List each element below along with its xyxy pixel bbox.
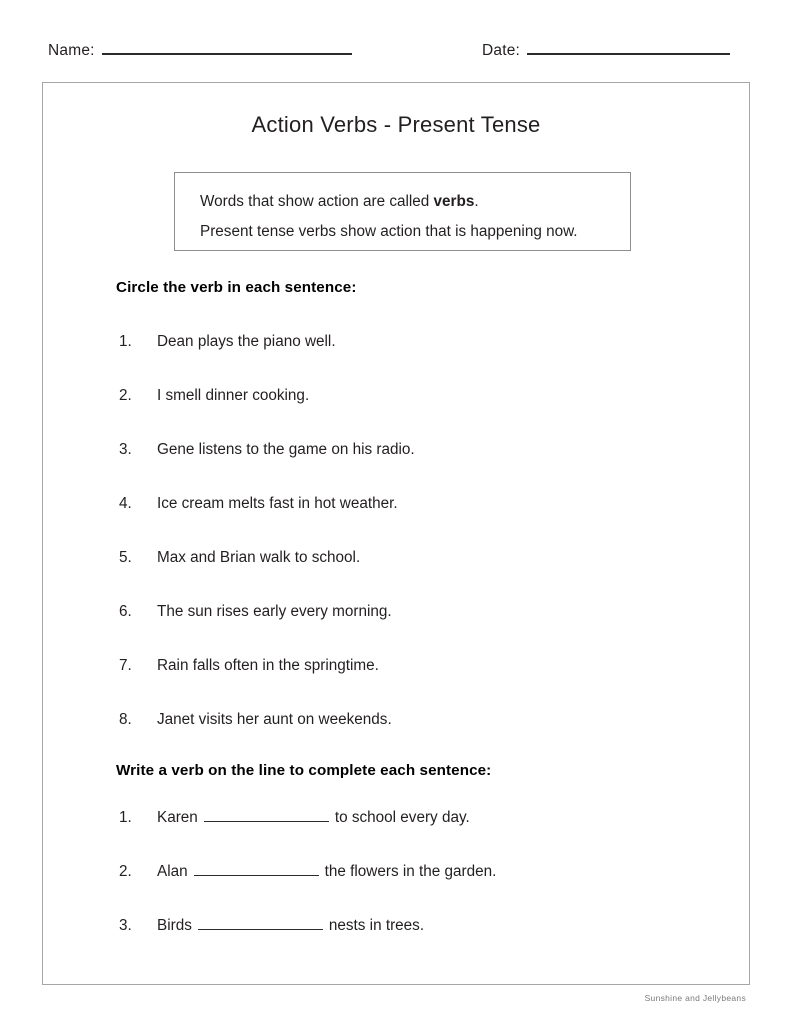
list-item[interactable] (43, 863, 749, 917)
item-sentence: Rain falls often in the springtime. (157, 657, 379, 674)
sentence-suffix: the flowers in the garden. (324, 863, 497, 880)
list-item[interactable] (43, 809, 749, 863)
list-item[interactable] (43, 657, 749, 711)
definition-line-1-suffix: . (474, 193, 479, 210)
item-sentence: Janet visits her aunt on weekends. (157, 711, 392, 728)
date-write-line[interactable] (527, 40, 730, 55)
sentence-prefix: Birds (157, 917, 192, 934)
sentence-suffix: to school every day. (334, 809, 470, 826)
footer-credit: Sunshine and Jellybeans (644, 993, 746, 1003)
item-number: 8. (119, 711, 132, 728)
page-title: Action Verbs - Present Tense (251, 112, 541, 137)
item-number: 5. (119, 549, 132, 566)
list-item[interactable] (43, 333, 749, 387)
answer-write-line[interactable] (194, 863, 319, 876)
list-item[interactable] (43, 711, 749, 765)
section-heading-write-verb: Write a verb on the line to complete each sentence: (116, 762, 492, 779)
section-heading-circle-verb: Circle the verb in each sentence: (116, 279, 357, 296)
name-label: Name: (48, 42, 95, 59)
item-sentence (157, 863, 496, 881)
item-number: 2. (119, 863, 132, 880)
definition-box (174, 172, 631, 251)
item-number: 3. (119, 917, 132, 934)
list-item[interactable] (43, 387, 749, 441)
circle-verb-question-list (43, 333, 749, 765)
list-item[interactable] (43, 441, 749, 495)
list-item[interactable] (43, 495, 749, 549)
item-number: 7. (119, 657, 132, 674)
list-item[interactable] (43, 917, 749, 971)
item-number: 6. (119, 603, 132, 620)
sentence-prefix: Alan (157, 863, 188, 880)
item-number: 1. (119, 809, 132, 826)
item-sentence: The sun rises early every morning. (157, 603, 392, 620)
name-write-line[interactable] (102, 40, 352, 55)
item-number: 2. (119, 387, 132, 404)
list-item[interactable] (43, 603, 749, 657)
item-number: 4. (119, 495, 132, 512)
definition-line-2: Present tense verbs show action that is happening now. (200, 223, 578, 240)
answer-write-line[interactable] (198, 917, 323, 930)
item-sentence: Max and Brian walk to school. (157, 549, 361, 566)
item-sentence: Dean plays the piano well. (157, 333, 336, 350)
answer-write-line[interactable] (204, 809, 329, 822)
item-sentence: Ice cream melts fast in hot weather. (157, 495, 398, 512)
sentence-prefix: Karen (157, 809, 198, 826)
item-sentence: I smell dinner cooking. (157, 387, 310, 404)
item-number: 1. (119, 333, 132, 350)
definition-keyword: verbs (433, 193, 475, 210)
list-item[interactable] (43, 549, 749, 603)
fill-in-blank-question-list (43, 809, 749, 971)
item-sentence (157, 917, 424, 935)
definition-line-1 (200, 187, 630, 217)
item-sentence: Gene listens to the game on his radio. (157, 441, 415, 458)
sentence-suffix: nests in trees. (328, 917, 425, 934)
date-label: Date: (482, 42, 521, 59)
item-sentence (157, 809, 470, 827)
worksheet-frame (42, 82, 750, 985)
student-info-row (0, 40, 791, 68)
definition-line-1-prefix: Words that show action are called (200, 193, 434, 210)
date-field-group (482, 40, 730, 60)
name-field-group (48, 40, 352, 60)
item-number: 3. (119, 441, 132, 458)
